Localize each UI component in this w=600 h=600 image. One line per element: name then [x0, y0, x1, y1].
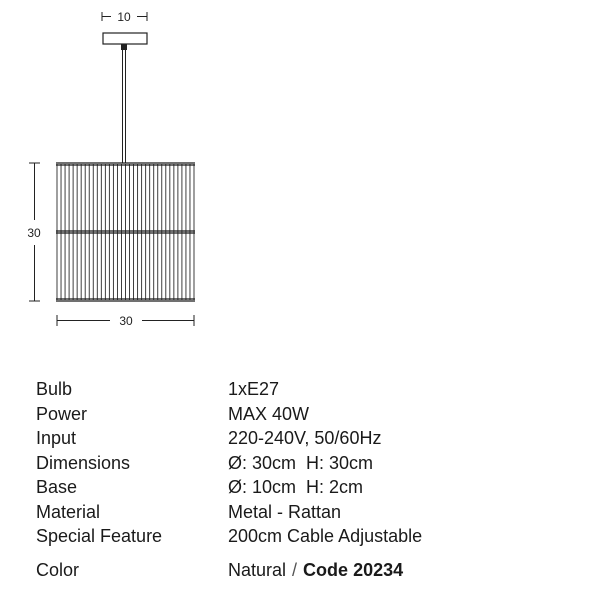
code-value: 20234	[353, 559, 404, 580]
color-value: Natural	[228, 559, 287, 580]
spec-row	[36, 427, 576, 452]
spec-label: Power	[36, 403, 88, 424]
spec-value: MAX 40W	[228, 403, 310, 424]
spec-label: Special Feature	[36, 526, 163, 546]
color-separator: /	[292, 559, 298, 580]
spec-value: Ø: 10cm H: 2cm	[228, 477, 364, 497]
spec-label: Base	[36, 477, 78, 497]
spec-row-color	[36, 559, 576, 584]
color-label: Color	[36, 559, 80, 580]
height-label: 30	[27, 226, 41, 240]
width-label: 30	[119, 314, 133, 328]
spec-value: Metal - Rattan	[228, 501, 342, 522]
base-width-label: 10	[117, 10, 131, 24]
ceiling-canopy	[103, 33, 147, 44]
spec-row	[36, 476, 576, 501]
code-label: Code	[303, 559, 349, 580]
spec-row	[36, 378, 576, 403]
spec-label: Bulb	[36, 379, 73, 399]
spec-label: Input	[36, 428, 77, 448]
spec-value: 200cm Cable Adjustable	[228, 526, 423, 546]
spec-label: Dimensions	[36, 452, 131, 473]
spec-value: Ø: 30cm H: 30cm	[228, 452, 374, 473]
spec-table	[36, 378, 576, 583]
spec-row	[36, 403, 576, 428]
spec-row	[36, 525, 576, 550]
canopy-connector	[121, 44, 127, 50]
spec-row	[36, 452, 576, 477]
spec-value: 220-240V, 50/60Hz	[228, 428, 382, 448]
color-value-group	[228, 559, 403, 581]
spec-label: Material	[36, 501, 101, 522]
spec-row	[36, 501, 576, 526]
rattan-lampshade	[56, 163, 195, 301]
product-code	[303, 560, 403, 580]
spec-value: 1xE27	[228, 379, 280, 399]
